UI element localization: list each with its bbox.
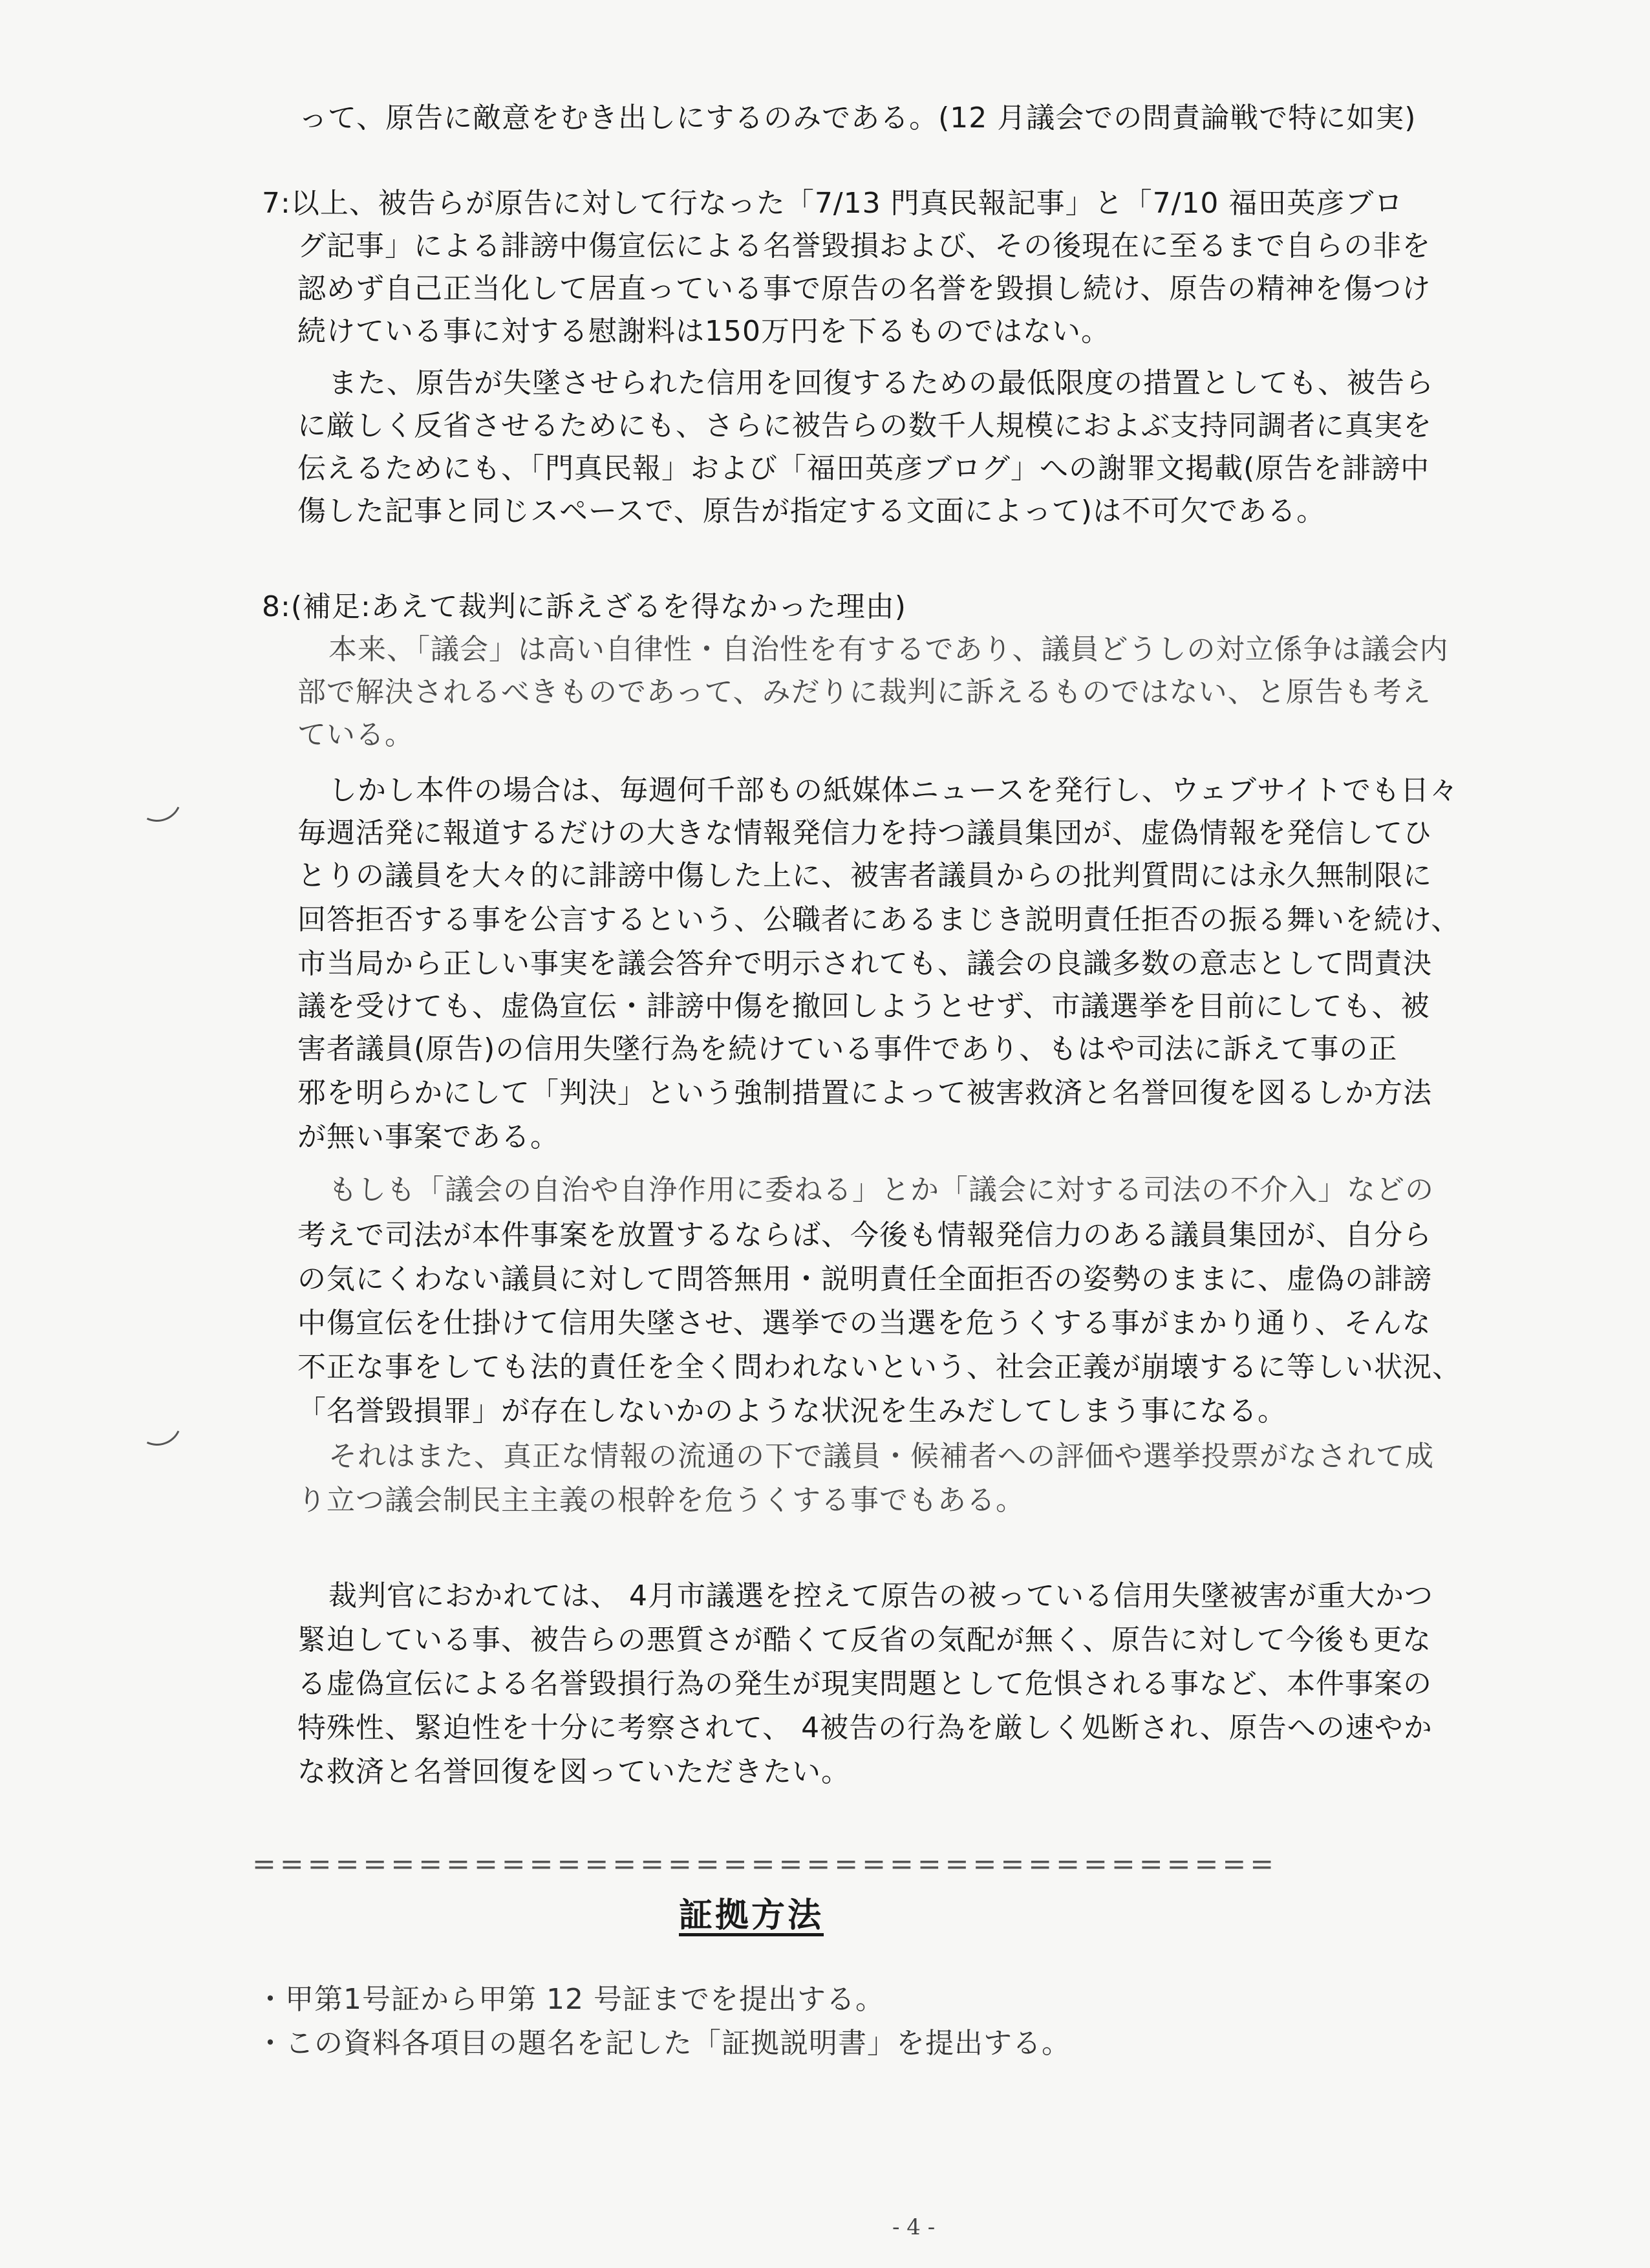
section-8-line: しかし本件の場合は、毎週何千部もの紙媒体ニュースを発行し、ウェブサイトでも日々 (328, 774, 1459, 807)
section-8-line: が無い事案である。 (297, 1120, 559, 1153)
section-8-line: とりの議員を大々的に誹謗中傷した上に、被害者議員からの批判質問には永久無制限に (297, 859, 1432, 892)
section-7-line: 傷した記事と同じスペースで、原告が指定する文面によって)は不可欠である。 (297, 495, 1326, 528)
section-7-line: 認めず自己正当化して居直っている事で原告の名誉を毀損し続け、原告の精神を傷つけ (297, 272, 1431, 305)
section-7-line: 続けている事に対する慰謝料は150万円を下るものではない。 (297, 315, 1110, 348)
section-7-line: に厳しく反省させるためにも、さらに被告らの数千人規模におよぶ支持同調者に真実を (297, 409, 1432, 442)
section-8-line: の気にくわない議員に対して問答無用・説明責任全面拒否の姿勢のままに、虚偽の誹謗 (297, 1263, 1432, 1296)
section-8-line: それはまた、真正な情報の流通の下で議員・候補者への評価や選挙投票がなされて成 (328, 1440, 1434, 1473)
closing-line: 裁判官におかれては、 4月市議選を控えて原告の被っている信用失墜被害が重大かつ (328, 1579, 1433, 1612)
section-7-line: グ記事」による誹謗中傷宣伝による名誉毀損および、その後現在に至るまで自らの非を (297, 230, 1431, 262)
section-8-line: ている。 (297, 718, 414, 751)
punch-hole-upper (125, 765, 188, 828)
section-8-line: もしも「議会の自治や自浄作用に委ねる」とか「議会に対する司法の不介入」などの (328, 1173, 1434, 1206)
section-8-line: 部で解決されるべきものであって、みだりに裁判に訴えるものではない、と原告も考え (297, 676, 1431, 709)
section-7-line: 7:以上、被告らが原告に対して行なった「7/13 門真民報記事」と「7/10 福田英彦ブロ (262, 187, 1404, 220)
section-8-line: 市当局から正しい事実を議会答弁で明示されても、議会の良識多数の意志として問責決 (297, 947, 1432, 980)
closing-line: 緊迫している事、被告らの悪質さが酷くて反省の気配が無く、原告に対して今後も更な (297, 1623, 1432, 1656)
section-8-line: 邪を明らかにして「判決」という強制措置によって被害救済と名誉回復を図るしか方法 (297, 1076, 1432, 1109)
section-8-line: 考えで司法が本件事案を放置するならば、今後も情報発信力のある議員集団が、自分ら (297, 1219, 1432, 1252)
section-7-line: 伝えるためにも、「門真民報」および「福田英彦ブログ」への謝罪文掲載(原告を誹謗中 (297, 452, 1430, 485)
section-8-line: 毎週活発に報道するだけの大きな情報発信力を持つ議員集団が、虚偽情報を発信してひ (297, 817, 1432, 850)
section-8-line: 議を受けても、虚偽宣伝・誹謗中傷を撤回しようとせず、市議選挙を目前にしても、被 (297, 990, 1430, 1023)
section-8-line: 中傷宣伝を仕掛けて信用失墜させ、選挙での当選を危うくする事がまかり通り、そんな (297, 1307, 1431, 1340)
section-8-line: り立つ議会制民主主義の根幹を危うくする事でもある。 (297, 1484, 1025, 1517)
punch-hole-lower (125, 1389, 188, 1452)
separator-rule: ===================================== (252, 1848, 1278, 1881)
closing-line: る虚偽宣伝による名誉毀損行為の発生が現実問題として危惧される事など、本件事案の (297, 1667, 1432, 1700)
closing-line: 特殊性、緊迫性を十分に考察されて、 4被告の行為を厳しく処断され、原告への速やか (297, 1711, 1433, 1744)
evidence-item: ・この資料各項目の題名を記した「証拠説明書」を提出する。 (256, 2027, 1071, 2060)
section-8-line: 不正な事をしても法的責任を全く問われないという、社会正義が崩壊するに等しい状況、 (297, 1351, 1461, 1384)
continuation-line: って、原告に敵意をむき出しにするのみである。(12 月議会での問責論戦で特に如実) (299, 102, 1417, 134)
section-8-line: 「名誉毀損罪」が存在しないかのような状況を生みだしてしまう事になる。 (297, 1395, 1287, 1428)
closing-line: な救済と名誉回復を図っていただきたい。 (297, 1755, 850, 1788)
evidence-item: ・甲第1号証から甲第 12 号証までを提出する。 (256, 1983, 884, 2016)
section-8-title: 8:(補足:あえて裁判に訴えざるを得なかった理由) (262, 590, 906, 623)
section-8-line: 本来、「議会」は高い自律性・自治性を有するであり、議員どうしの対立係争は議会内 (328, 633, 1449, 666)
section-7-line: また、原告が失墜させられた信用を回復するための最低限度の措置としても、被告ら (328, 367, 1434, 400)
section-8-line: 害者議員(原告)の信用失墜行為を続けている事件であり、もはや司法に訴えて事の正 (297, 1032, 1398, 1065)
evidence-heading: 証拠方法 (679, 1896, 824, 1935)
page-number: - 4 - (892, 2214, 936, 2240)
section-8-line: 回答拒否する事を公言するという、公職者にあるまじき説明責任拒否の振る舞いを続け、 (297, 903, 1461, 936)
